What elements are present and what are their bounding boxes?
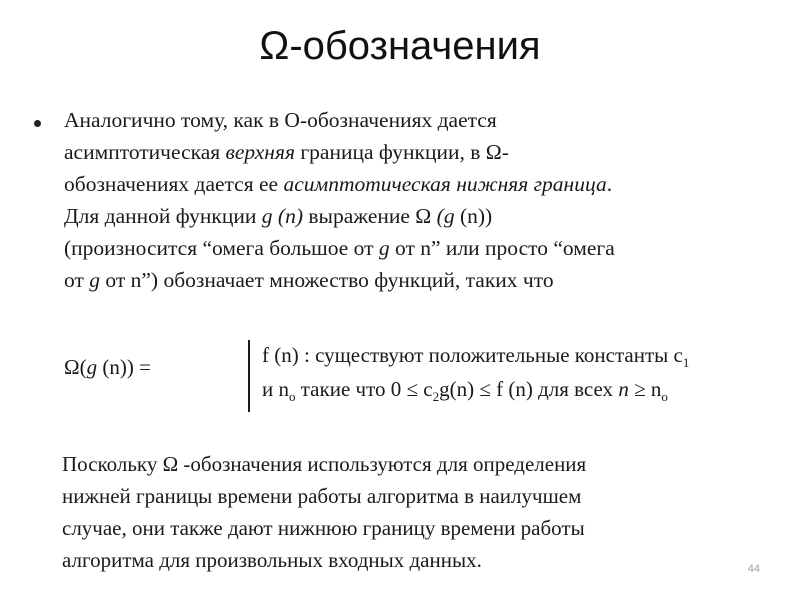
- bullet-line-4: Для данной функции g (n) выражение Ω (g (n)): [64, 204, 493, 228]
- paragraph-line: нижней границы времени работы алгоритма в наилучшем: [62, 484, 582, 508]
- paragraph-line: случае, они также дают нижнюю границу времени работы: [62, 516, 585, 540]
- formula-lhs: Ω(g (n)) =: [64, 355, 151, 379]
- bullet-line-6: от g от n”) обозначает множество функций, таких что: [64, 268, 554, 292]
- slide-title: Ω-обозначения: [259, 24, 541, 68]
- page-number: 44: [747, 563, 760, 575]
- bullet-marker: [34, 120, 41, 127]
- explanation-paragraph: [62, 448, 762, 576]
- bullet-line-3: обозначениях дается ее асимптотическая нижняя граница.: [64, 172, 613, 196]
- paragraph-line: Поскольку Ω -обозначения используются для определения: [62, 452, 587, 476]
- paragraph-line: алгоритма для произвольных входных данных.: [62, 548, 482, 572]
- bullet-text: [64, 104, 764, 296]
- emphasis-upper: верхняя: [225, 140, 295, 164]
- formula-rhs: [262, 338, 689, 406]
- formula-line-2: и $n_o$ такие что $0 \le c_2g(n) \le f$ (n) для всех $n \ge n_o$: [262, 377, 668, 404]
- emphasis-lower-bound: асимптотическая нижняя граница: [283, 172, 607, 196]
- omega-definition-formula: [64, 338, 764, 418]
- bullet-line-2: асимптотическая верхняя граница функции, в Ω-: [64, 140, 509, 164]
- bullet-line-5: (произносится “омега большое от g от n” или просто “омега: [64, 236, 615, 260]
- bullet-line-1: Аналогично тому, как в О-обозначениях дается: [64, 108, 497, 132]
- formula-line-1: f (n) : существуют положительные константы $c_1$: [262, 343, 690, 370]
- set-bracket: [248, 340, 254, 412]
